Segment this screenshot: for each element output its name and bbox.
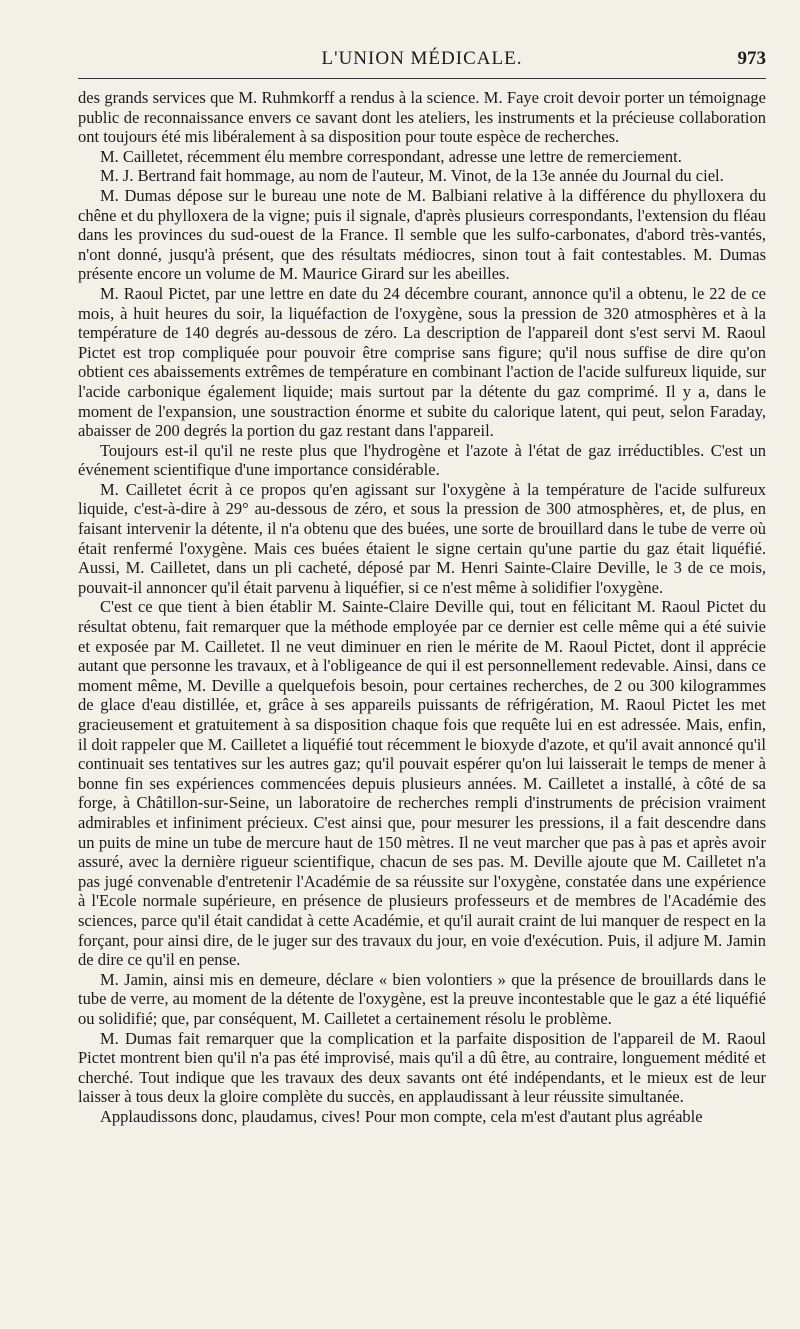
journal-title: L'UNION MÉDICALE. [321,48,523,69]
article-body [78,88,766,1126]
paragraph: M. Cailletet, récemment élu membre correspondant, adresse une lettre de remerciement. [100,146,682,166]
running-header [78,48,766,76]
paragraph: Applaudissons donc, plaudamus, cives! Pour mon compte, cela m'est d'autant plus agréable [100,1106,703,1126]
paragraph: Toujours est-il qu'il ne reste plus que l'hydrogène et l'azote à l'état de gaz irréductibles. C'est un événement scientifique d'une importance considérable. [78,440,766,480]
paragraph: des grands services que M. Ruhmkorff a rendus à la science. M. Faye croit devoir porter un témoignage public de reconnaissance envers ce savant dont les ateliers, les instruments et la précieuse collaboration ont toujours été mis libéralement à sa disposition pour toute espèce de recherches. [78,88,766,147]
paragraph: M. Jamin, ainsi mis en demeure, déclare « bien volontiers » que la présence de brouillards dans le tube de verre, au moment de la détente de l'oxygène, est la preuve incontestable que le gaz a été liquéfié ou solidifié; que, par conséquent, M. Cailletet a certainement résolu le problème. [78,969,766,1028]
page-number: 973 [737,48,766,69]
paragraph: M. Cailletet écrit à ce propos qu'en agissant sur l'oxygène à la température de l'acide sulfureux liquide, c'est-à-dire à 29° au-dessous de zéro, et sous la pression de 300 atmosphères, et, de plus, en faisant intervenir la détente, il n'a obtenu que des buées, une sorte de brouillard dans le tube de verre où était renfermé l'oxygène. Mais ces buées étaient le signe certain qu'une partie du gaz était liquéfié. Aussi, M. Cailletet, dans un pli cacheté, déposé par M. Henri Sainte-Claire Deville, le 3 de ce mois, pouvait-il annoncer qu'il était parvenu à liquéfier, si ce n'est même à solidifier l'oxygène. [78,479,766,597]
paragraph: M. Raoul Pictet, par une lettre en date du 24 décembre courant, annonce qu'il a obtenu, le 22 de ce mois, à huit heures du soir, la liquéfaction de l'oxygène, sous la pression de 320 atmosphères et à la température de 140 degrés au-dessous de zéro. La description de l'appareil dont s'est servi M. Raoul Pictet est trop compliquée pour pouvoir être comprise sans figure; qu'il nous suffise de dire qu'on obtient ces abaissements extrêmes de température en combinant l'action de l'acide sulfureux liquide, sur l'acide carbonique également liquide; mais surtout par la détente du gaz comprimé. Il y a, dans le moment de l'expansion, une soustraction énorme et subite du calorique latent, qui peut, selon Faraday, abaisser de 200 degrés la portion du gaz restant dans l'appareil. [78,283,766,441]
paragraph: C'est ce que tient à bien établir M. Sainte-Claire Deville qui, tout en félicitant M. Raoul Pictet du résultat obtenu, fait remarquer que la méthode employée par ce dernier est celle même qui a été suivie et exposée par M. Cailletet. Il ne veut diminuer en rien le mérite de M. Raoul Pictet, dont il apprécie autant que personne les travaux, et à l'obligeance de qui il est personnellement redevable. Ainsi, dans ce moment même, M. Deville a quelquefois besoin, pour certaines recherches, de 2 ou 300 kilogrammes de glace d'eau distillée, et, grâce à ses appareils puissants de réfrigération, M. Raoul Pictet les met gracieusement et gratuitement à sa disposition chaque fois que requête lui en est adressée. Mais, enfin, il doit rappeler que M. Cailletet a liquéfié tout récemment le bioxyde d'azote, et qu'il avait annoncé qu'il continuait ses tentatives sur les autres gaz; qu'il pouvait espérer qu'on lui laisserait le temps de mener à bonne fin ses expériences commencées depuis plusieurs années. M. Cailletet a installé, à côté de sa forge, à Châtillon-sur-Seine, un laboratoire de recherches rempli d'instruments de précision vraiment admirables et infiniment précieux. C'est ainsi que, pour mesurer les pressions, il a fait descendre dans un puits de mine un tube de mercure haut de 150 mètres. Il ne veut marcher que pas à pas et après avoir assuré, avec la dernière rigueur scientifique, chacun de ses pas. M. Deville ajoute que M. Cailletet n'a pas jugé convenable d'entretenir l'Académie de sa réussite sur l'oxygène, constatée dans une expérience à l'Ecole normale supérieure, en présence de plusieurs professeurs et de membres de l'Académie des sciences, parce qu'il était candidat à cette Académie, et qu'il aurait craint de lui manquer de respect en la forçant, pour ainsi dire, de le juger sur des travaux du jour, en voie d'exécution. Puis, il adjure M. Jamin de dire ce qu'il en pense. [78,597,766,970]
paragraph: M. Dumas dépose sur le bureau une note de M. Balbiani relative à la différence du phylloxera du chêne et du phylloxera de la vigne; puis il signale, d'après plusieurs correspondants, l'extension du fléau dans les provinces du sud-ouest de la France. Il semble que les sulfo-carbonates, d'abord très-vantés, n'ont donné, jusqu'à présent, que des résultats médiocres, sinon tout à fait contestables. M. Dumas présente encore un volume de M. Maurice Girard sur les abeilles. [78,185,766,284]
paragraph: M. J. Bertrand fait hommage, au nom de l'auteur, M. Vinot, de la 13e année du Journal du ciel. [100,166,724,186]
paragraph: M. Dumas fait remarquer que la complication et la parfaite disposition de l'appareil de M. Raoul Pictet montrent bien qu'il n'a pas été improvisé, mais qu'il a dû être, au contraire, longuement médité et cherché. Tout indique que les travaux des deux savants ont été indépendants, et le mieux est de leur laisser à tous deux la gloire complète du succès, en applaudissant à leur réussite simultanée. [78,1028,766,1107]
header-rule [78,78,766,79]
